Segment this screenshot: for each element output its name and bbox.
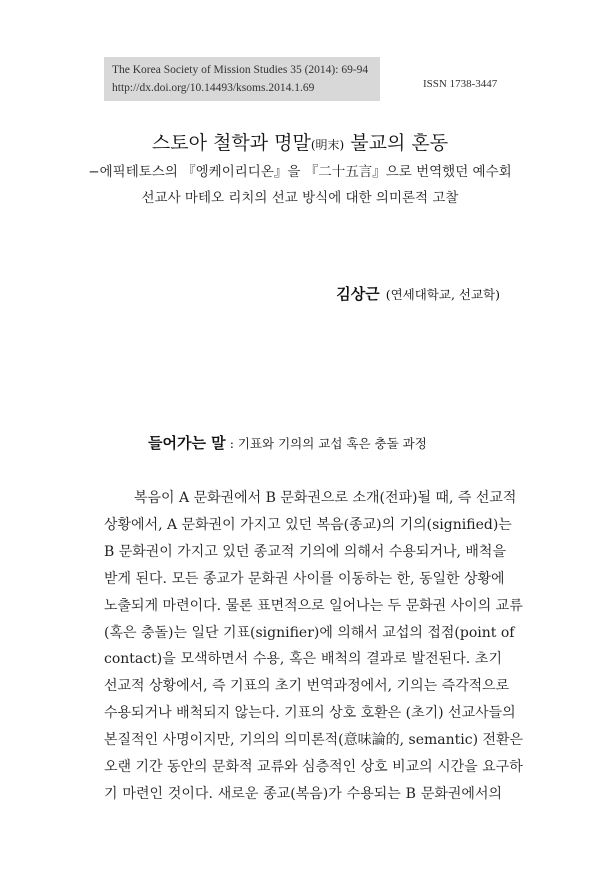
- section-heading-main: 들어가는 말: [148, 434, 226, 452]
- issn-label: ISSN 1738-3447: [423, 78, 498, 90]
- doi-link[interactable]: http://dx.doi.org/10.14493/ksoms.2014.1.69: [112, 82, 315, 94]
- journal-header-box: [104, 57, 380, 101]
- author-affiliation: (연세대학교, 선교학): [385, 287, 500, 302]
- section-heading: [148, 432, 427, 453]
- body-line: 노출되게 마련이다. 물론 표면적으로 일어나는 두 문화권 사이의 교류: [104, 597, 523, 614]
- subtitle-line-1: −에픽테토스의 『엥케이리디온』을 『二十五言』으로 번역했던 예수회: [88, 164, 512, 180]
- body-line: B 문화권이 가지고 있던 종교적 기의에 의해서 수용되거나, 배척을: [104, 543, 506, 560]
- title-part-2: 불교의 혼동: [344, 132, 449, 154]
- body-line: 본질적인 사명이지만, 기의의 의미론적(意味論的, semantic) 전환은: [104, 732, 524, 749]
- body-paragraph: [104, 485, 524, 808]
- author-block: [336, 283, 500, 304]
- subtitle-line-2: 선교사 마테오 리치의 선교 방식에 대한 의미론적 고찰: [141, 190, 459, 206]
- title-part-1: 스토아 철학과 명말: [151, 132, 311, 154]
- body-line: contact)을 모색하면서 수용, 혹은 배척의 결과로 발전된다. 초기: [104, 651, 502, 668]
- section-heading-sub: : 기표와 기의의 교섭 혹은 충돌 과정: [229, 436, 427, 451]
- author-name: 김상근: [336, 285, 380, 303]
- journal-citation: The Korea Society of Mission Studies 35 (2014): 69-94: [112, 64, 369, 76]
- body-line: 복음이 A 문화권에서 B 문화권으로 소개(전파)될 때, 즉 선교적: [134, 490, 517, 506]
- body-line: 받게 된다. 모든 종교가 문화권 사이를 이동하는 한, 동일한 상황에: [104, 570, 505, 587]
- body-line: (혹은 충돌)는 일단 기표(signifier)에 의해서 교섭의 접점(point of: [104, 624, 515, 641]
- body-line: 기 마련인 것이다. 새로운 종교(복음)가 수용되는 B 문화권에서의: [104, 785, 502, 802]
- body-line: 상황에서, A 문화권이 가지고 있던 복음(종교)의 기의(signified)는: [104, 516, 512, 533]
- body-line: 오랜 기간 동안의 문화적 교류와 심층적인 상호 비교의 시간을 요구하: [104, 759, 523, 776]
- body-line: 수용되거나 배척되지 않는다. 기표의 상호 호환은 (초기) 선교사들의: [104, 705, 516, 722]
- title-hanja: (明末): [310, 138, 345, 152]
- paper-title: [0, 128, 600, 155]
- body-line: 선교적 상황에서, 즉 기표의 초기 번역과정에서, 기의는 즉각적으로: [104, 678, 510, 695]
